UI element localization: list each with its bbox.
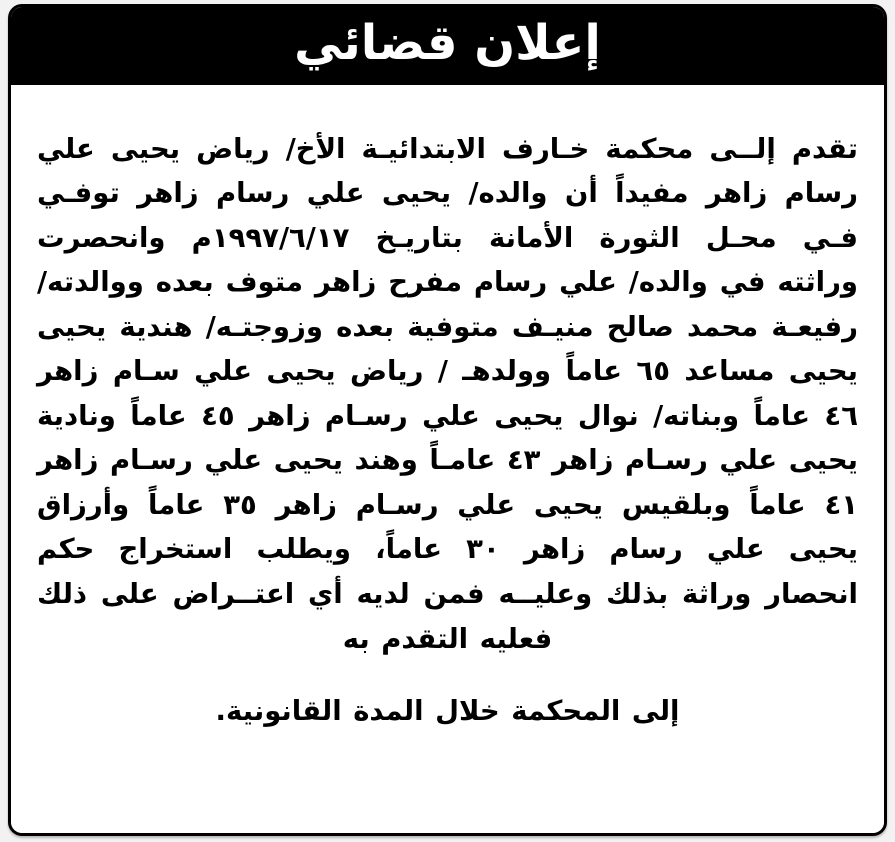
notice-paragraph: تقدم إلــى محكمة خـارف الابتدائيـة الأخ/ رياض يحيى علي رسام زاهر مفيداً أن والده/ يحيى علي رسام زاهر توفـي فـي محـل الثورة الأمانة بتاريـخ ١٩٩٧/٦/١٧م وانحصرت وراثته في والده/ علي رسام مفرح زاهر متوف بعده ووالدته/ رفيعـة محمد صالح منيـف متوفية بعده وزوجتـه/ هندية يحيى يحيى مساعد ٦٥ عاماً وولدهـ / رياض يحيى علي سـام زاهر ٤٦ عاماً وبناته/ نوال يحيى علي رسـام زاهر ٤٥ عاماً ونادية يحيى علي رسـام زاهر ٤٣ عامـاً وهند يحيى علي رسـام زاهر ٤١ عاماً وبلقيس يحيى علي رسـام زاهر ٣٥ عاماً وأرزاق يحيى علي رسام زاهر ٣٠ عاماً، ويطلب استخراج حكم انحصار وراثة بذلك وعليــه فمن لديه أي اعتــراض على ذلك فعليه التقدم به [37, 132, 859, 655]
page-title: إعلان قضائي [294, 15, 601, 71]
legal-notice-card [8, 4, 887, 836]
notice-closing-line: إلى المحكمة خلال المدة القانونية. [215, 694, 680, 727]
headline-banner [11, 7, 884, 85]
notice-body [11, 85, 884, 833]
